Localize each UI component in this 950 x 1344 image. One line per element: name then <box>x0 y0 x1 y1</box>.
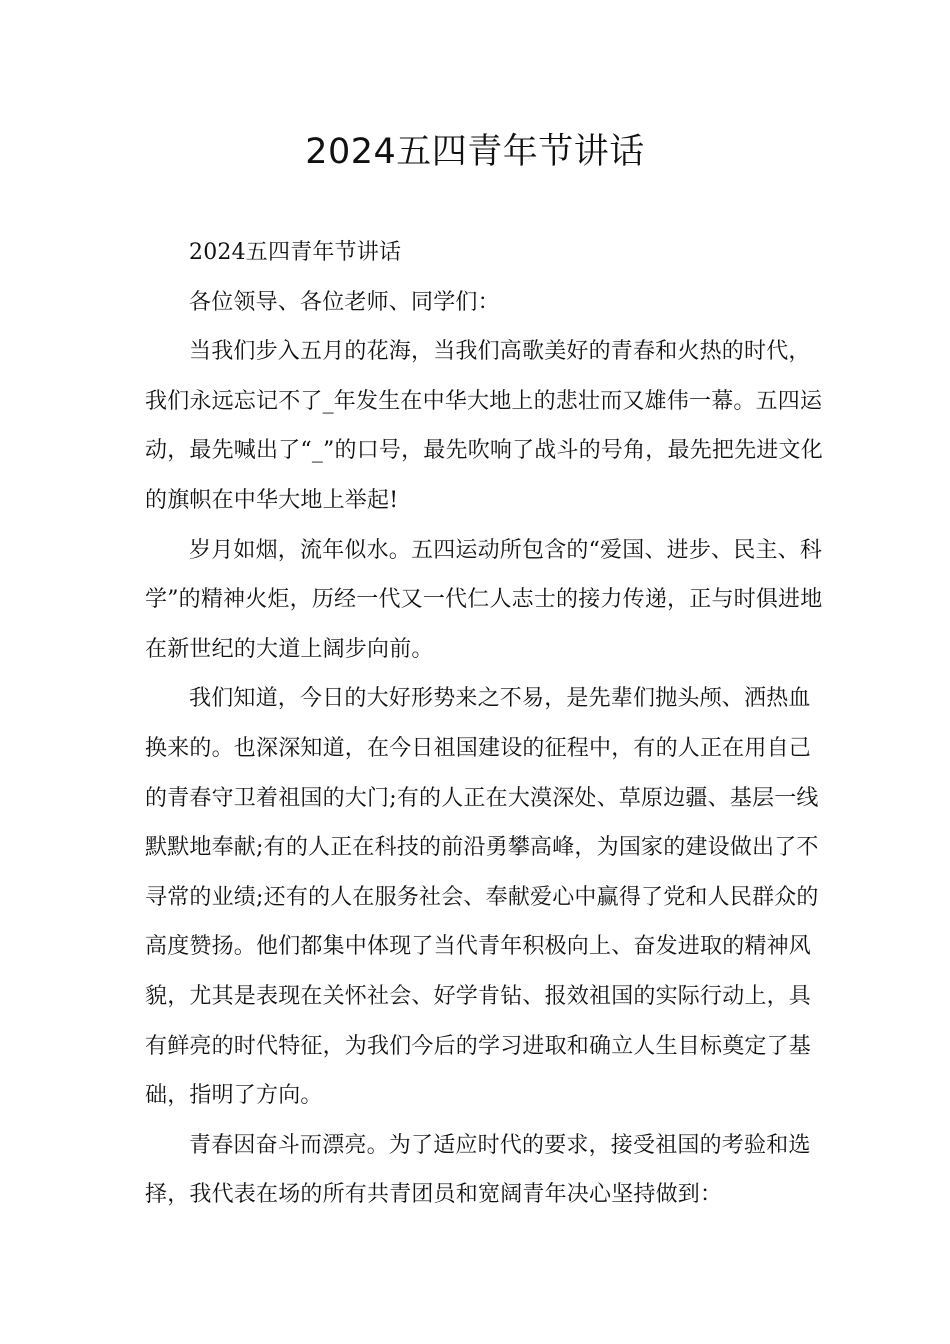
document-body <box>145 228 827 1220</box>
paragraph-resolution: 青春因奋斗而漂亮。为了适应时代的要求，接受祖国的考验和选择，我代表在场的所有共青团员和宽阔青年决心坚持做到： <box>145 1132 811 1208</box>
paragraph-spirit: 岁月如烟，流年似水。五四运动所包含的“爱国、进步、民主、科学”的精神火炬，历经一代又一代仁人志士的接力传递，正与时俱进地在新世纪的大道上阔步向前。 <box>145 537 823 662</box>
paragraph-salutation: 各位领导、各位老师、同学们： <box>189 289 500 315</box>
paragraph-opening: 当我们步入五月的花海，当我们高歌美好的青春和火热的时代，我们永远忘记不了_年发生在中华大地上的悲壮而又雄伟一幕。五四运动，最先喊出了“_”的口号，最先吹响了战斗的号角，最先把先进文化的旗帜在中华大地上举起! <box>145 339 823 513</box>
document-title: 2024五四青年节讲话 <box>305 132 645 172</box>
paragraph-examples: 我们知道，今日的大好形势来之不易，是先辈们抛头颅、洒热血换来的。也深深知道，在今日祖国建设的征程中，有的人正在用自己的青春守卫着祖国的大门;有的人正在大漠深处、草原边疆、基层一线默默地奉献;有的人正在科技的前沿勇攀高峰，为国家的建设做出了不寻常的业绩;还有的人在服务社会、奉献爱心中赢得了党和人民群众的高度赞扬。他们都集中体现了当代青年积极向上、奋发进取的精神风貌，尤其是表现在关怀社会、好学肯钻、报效祖国的实际行动上，具有鲜亮的时代特征，为我们今后的学习进取和确立人生目标奠定了基础，指明了方向。 <box>145 686 819 1109</box>
paragraph-heading: 2024五四青年节讲话 <box>189 240 402 265</box>
